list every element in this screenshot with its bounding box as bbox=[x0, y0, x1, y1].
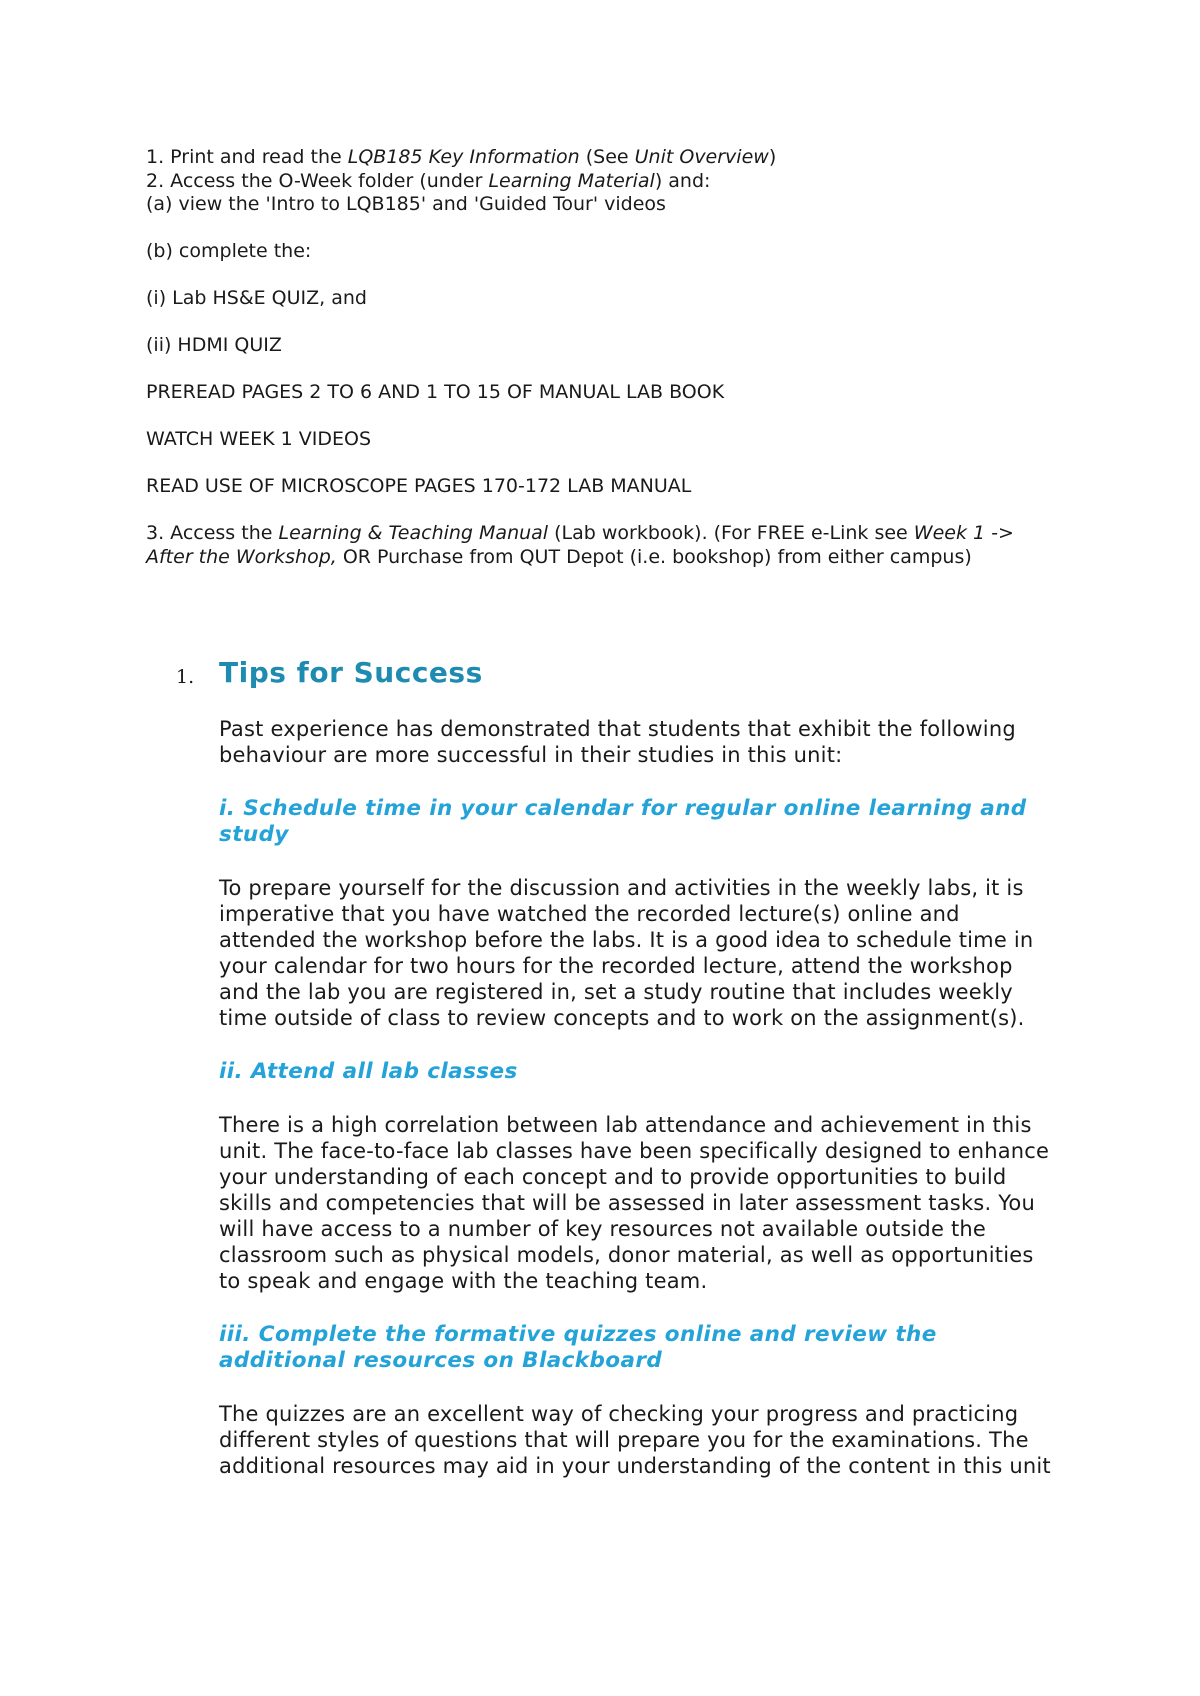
step-3-middle: (Lab workbook). (For FREE e-Link see bbox=[548, 522, 914, 544]
step-3 bbox=[146, 522, 1046, 569]
step-2 bbox=[146, 170, 1046, 194]
step-1-unit-overview: Unit Overview bbox=[634, 146, 769, 168]
step-1-middle: (See bbox=[579, 146, 635, 168]
step-2a: (a) view the 'Intro to LQB185' and 'Guided Tour' videos bbox=[146, 193, 666, 215]
tip-1-body: To prepare yourself for the discussion and activities in the weekly labs, it is imperative that you have watched the recorded lecture(s) online and attended the workshop before the labs. It is a good idea to schedule time in your calendar for two hours for the recorded lecture, attend the workshop and the lab you are registered in, set a study routine that includes weekly time outside of class to review concepts and to work on the assignment(s). bbox=[219, 876, 1034, 1030]
step-2b-ii: (ii) HDMI QUIZ bbox=[146, 334, 282, 356]
step-3-prefix: 3. Access the bbox=[146, 522, 279, 544]
section-heading bbox=[176, 656, 1076, 696]
step-2-prefix: 2. Access the O-Week folder (under bbox=[146, 169, 489, 192]
tip-3-body: The quizzes are an excellent way of checking your progress and practicing different styles of questions that will prepare you for the examinations. The additional resources may aid in your understanding of the content in this unit bbox=[219, 1402, 1051, 1478]
section-title: Tips for Success bbox=[219, 656, 483, 689]
section-number: 1. bbox=[176, 666, 195, 688]
tip-2-heading: ii. Attend all lab classes bbox=[219, 1059, 518, 1084]
step-2-learning-material: Learning Material bbox=[488, 169, 655, 192]
tip-1-heading: i. Schedule time in your calendar for regular online learning and study bbox=[219, 796, 1027, 847]
tips-section bbox=[176, 656, 1076, 1479]
watch-videos-line: WATCH WEEK 1 VIDEOS bbox=[146, 428, 372, 450]
tip-2-body: There is a high correlation between lab attendance and achievement in this unit. The face-to-face lab classes have been specifically designed to enhance your understanding of each concept and to provide opportunities to build skills and competencies that will be assessed in later assessment tasks. You will have access to a number of key resources not available outside the classroom such as physical models, donor material, as well as opportunities to speak and engage with the teaching team. bbox=[219, 1113, 1050, 1293]
preread-line: PREREAD PAGES 2 TO 6 AND 1 TO 15 OF MANUAL LAB BOOK bbox=[146, 381, 725, 403]
step-1-prefix: 1. Print and read the bbox=[146, 146, 348, 168]
tips-intro: Past experience has demonstrated that students that exhibit the following behaviour are more successful in their studies in this unit: bbox=[219, 717, 1016, 767]
step-1 bbox=[146, 146, 1046, 170]
step-3-week-link: Week 1 -> After the Workshop, bbox=[146, 522, 1014, 568]
read-microscope-line: READ USE OF MICROSCOPE PAGES 170-172 LAB MANUAL bbox=[146, 475, 692, 497]
intro-instructions bbox=[146, 146, 1046, 569]
tip-3-heading: iii. Complete the formative quizzes online and review the additional resources on Blackboard bbox=[219, 1322, 937, 1373]
step-2b: (b) complete the: bbox=[146, 240, 312, 262]
step-3-teaching-manual: Learning & Teaching Manual bbox=[278, 522, 549, 544]
tips-body bbox=[219, 716, 1059, 1479]
step-3-suffix: OR Purchase from QUT Depot (i.e. bookshop) from either campus) bbox=[336, 545, 972, 568]
step-1-key-information: LQB185 Key Information bbox=[347, 146, 580, 168]
step-1-suffix: ) bbox=[768, 146, 777, 168]
step-2-suffix: ) and: bbox=[654, 169, 711, 192]
step-2b-i: (i) Lab HS&E QUIZ, and bbox=[146, 287, 367, 309]
